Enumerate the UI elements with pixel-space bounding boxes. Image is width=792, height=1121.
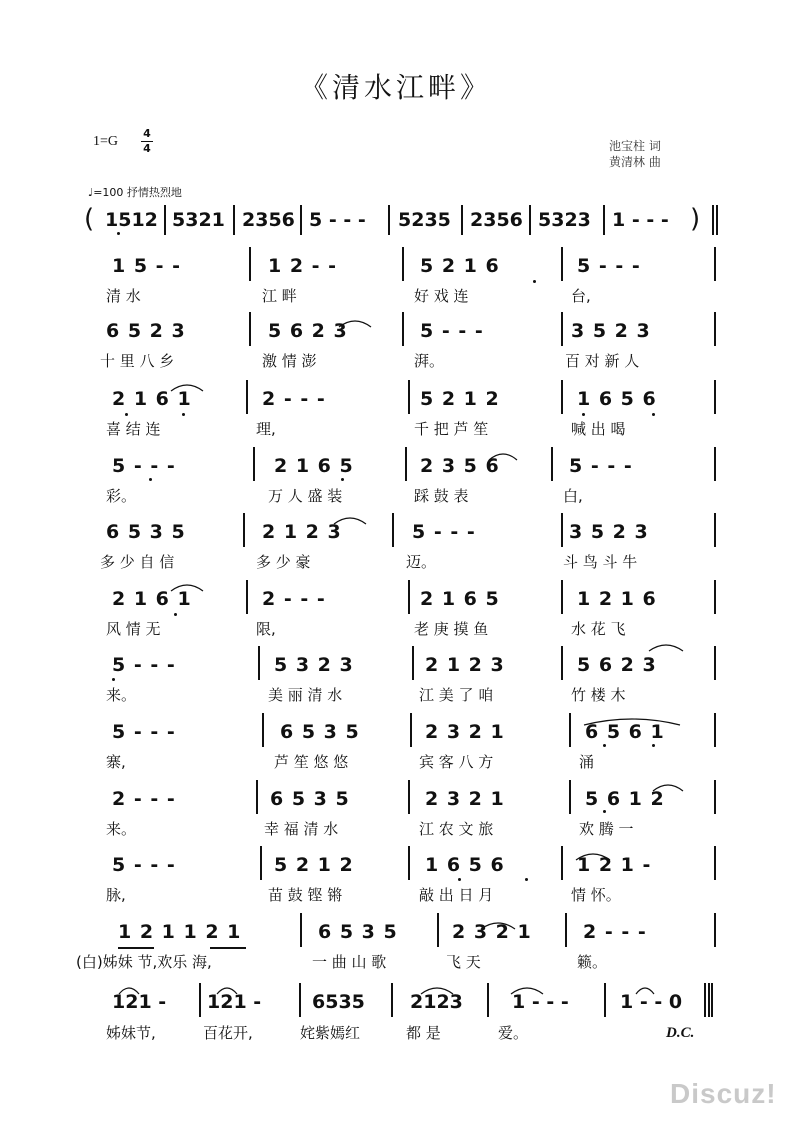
low-octave-dot — [125, 413, 128, 416]
score-measure: 5 6 1 2 — [585, 788, 665, 810]
barline — [300, 205, 302, 235]
score-measure: 2 1 6 5 — [420, 588, 500, 610]
barline — [164, 205, 166, 235]
lyric-line: 十 里 八 乡 — [100, 352, 175, 370]
barline — [711, 983, 713, 1017]
lyric-line: 多 少 豪 — [256, 553, 311, 571]
barline — [299, 983, 301, 1017]
lyric-line: 都 是 — [406, 1024, 441, 1042]
barline — [408, 380, 410, 414]
score-measure: 1 2 1 1 2 1 — [118, 921, 242, 943]
score-measure: 2 3 2 1 — [452, 921, 532, 943]
barline — [603, 205, 605, 235]
intro-measure: 1 - - - — [612, 209, 669, 231]
intro-open-paren: ( — [84, 204, 95, 234]
beam-underline — [210, 947, 246, 949]
lyric-line: 爱。 — [498, 1024, 529, 1042]
barline — [300, 913, 302, 947]
lyric-line: 限, — [256, 620, 276, 638]
score-measure: 2 - - - — [112, 788, 176, 810]
barline — [565, 913, 567, 947]
lyric-line: (白)姊妹 节,欢乐 海, — [76, 953, 212, 971]
barline — [529, 205, 531, 235]
score-measure: 3 5 2 3 — [571, 320, 651, 342]
score-measure: 5 - - - — [569, 455, 633, 477]
low-octave-dot — [652, 413, 655, 416]
page-title: 《清水江畔》 — [299, 71, 492, 104]
barline — [714, 447, 716, 481]
score-measure: 5 2 1 6 — [420, 255, 500, 277]
score-measure: 2 - - - — [262, 588, 326, 610]
score-measure: 2 1 2 3 — [425, 654, 505, 676]
lyric-line: 清 水 — [106, 287, 141, 305]
lyric-line: 姹紫嫣红 — [300, 1024, 361, 1042]
lyric-line: 飞 天 — [446, 953, 481, 971]
dc-marking: D.C. — [666, 1025, 695, 1041]
slur-arc — [575, 851, 611, 861]
barline — [714, 780, 716, 814]
barline — [569, 780, 571, 814]
score-measure: 121 - — [207, 991, 262, 1013]
lyric-line: 彩。 — [106, 487, 137, 505]
barline — [714, 513, 716, 547]
score-measure: 1 - - 0 — [620, 991, 683, 1013]
watermark: Discuz! — [670, 1078, 777, 1109]
lyric-line: 百 对 新 人 — [565, 352, 640, 370]
score-measure: 3 5 2 3 — [569, 521, 649, 543]
lyric-line: 湃。 — [414, 352, 445, 370]
score-measure: 6 5 3 5 — [106, 521, 186, 543]
low-octave-dot — [525, 878, 528, 881]
slur-arc — [170, 582, 204, 592]
lyric-line: 江 畔 — [262, 287, 297, 305]
time-signature-bottom: 4 — [143, 142, 151, 155]
low-octave-dot — [112, 678, 115, 681]
barline — [714, 713, 716, 747]
score-measure: 5 - - - — [420, 320, 484, 342]
slur-arc — [480, 920, 516, 930]
barline — [714, 380, 716, 414]
barline — [604, 983, 606, 1017]
score-measure: 5 - - - — [412, 521, 476, 543]
lyric-line: 苗 鼓 铿 锵 — [268, 886, 343, 904]
barline — [561, 380, 563, 414]
barline — [233, 205, 235, 235]
lyric-line: 万 人 盛 装 — [268, 487, 343, 505]
lyric-line: 脉, — [106, 886, 126, 904]
intro-close-paren: ) — [690, 204, 701, 234]
score-measure: 6 5 3 5 — [318, 921, 398, 943]
barline — [461, 205, 463, 235]
lyric-line: 寨, — [106, 753, 126, 771]
lyric-line: 芦 笙 悠 悠 — [274, 753, 349, 771]
lyric-line: 台, — [571, 287, 591, 305]
slur-arc — [338, 318, 372, 328]
barline — [716, 205, 718, 235]
score-measure: 5 6 2 3 — [577, 654, 657, 676]
slur-arc — [170, 382, 204, 392]
barline — [561, 513, 563, 547]
beam-underline — [118, 947, 154, 949]
lyric-line: 多 少 自 信 — [100, 553, 175, 571]
score-measure: 5 - - - — [112, 455, 176, 477]
slur-arc — [583, 716, 681, 726]
barline — [551, 447, 553, 481]
time-signature-top: 4 — [143, 127, 151, 140]
lyric-line: 籁。 — [577, 953, 608, 971]
barline — [561, 580, 563, 614]
lyric-line: 喊 出 喝 — [571, 420, 626, 438]
barline — [402, 312, 404, 346]
intro-measure: 2356 — [470, 209, 523, 231]
lyric-line: 老 庚 摸 鱼 — [414, 620, 489, 638]
low-octave-dot — [603, 810, 606, 813]
score-measure: 5 2 1 2 — [274, 854, 354, 876]
barline — [708, 983, 710, 1017]
lyric-line: 竹 楼 木 — [571, 686, 626, 704]
lyric-line: 白, — [563, 487, 583, 505]
slur-arc — [652, 782, 684, 792]
score-measure: 2 3 5 6 — [420, 455, 500, 477]
score-measure: 5 - - - — [577, 255, 641, 277]
barline — [712, 205, 714, 235]
low-octave-dot — [582, 413, 585, 416]
score-measure: 2 3 2 1 — [425, 788, 505, 810]
intro-measure: 5323 — [538, 209, 591, 231]
score-measure: 6 5 2 3 — [106, 320, 186, 342]
composer-credit: 黄清林 曲 — [609, 155, 661, 169]
barline — [246, 380, 248, 414]
lyric-line: 激 情 澎 — [262, 352, 317, 370]
barline — [392, 513, 394, 547]
barline — [249, 247, 251, 281]
barline — [714, 846, 716, 880]
score-measure: 1 2 1 - — [577, 854, 652, 876]
score-measure: 2 1 6 1 — [112, 388, 192, 410]
barline — [561, 646, 563, 680]
lyric-line: 斗 鸟 斗 牛 — [563, 553, 638, 571]
barline — [402, 247, 404, 281]
score-measure: 121 - — [112, 991, 167, 1013]
barline — [410, 713, 412, 747]
barline — [256, 780, 258, 814]
score-measure: 6 5 6 1 — [585, 721, 665, 743]
lyric-line: 百花开, — [203, 1024, 253, 1042]
score-measure: 1 5 - - — [112, 255, 182, 277]
barline — [714, 913, 716, 947]
intro-measure: 5235 — [398, 209, 451, 231]
slur-arc — [510, 985, 544, 995]
lyric-line: 欢 腾 一 — [579, 820, 634, 838]
slur-arc — [216, 985, 238, 995]
score-measure: 6 5 3 5 — [280, 721, 360, 743]
barline — [258, 646, 260, 680]
score-measure: 2 - - - — [583, 921, 647, 943]
score-measure: 6535 — [312, 991, 365, 1013]
slur-arc — [648, 642, 684, 652]
key-signature: 1=G — [93, 134, 119, 149]
intro-measure: 2356 — [242, 209, 295, 231]
barline — [199, 983, 201, 1017]
lyric-line: 迈。 — [406, 553, 437, 571]
lyric-line: 好 戏 连 — [414, 287, 469, 305]
score-measure: 2 1 6 5 — [274, 455, 354, 477]
low-octave-dot — [182, 413, 185, 416]
barline — [408, 780, 410, 814]
tempo-marking: ♩=100 抒情热烈地 — [88, 186, 182, 199]
barline — [260, 846, 262, 880]
lyric-line: 涌 — [579, 753, 595, 771]
score-measure: 5 - - - — [112, 721, 176, 743]
score-measure: 1 2 1 6 — [577, 588, 657, 610]
time-signature — [141, 128, 153, 155]
lyric-line: 江 农 文 旅 — [419, 820, 494, 838]
barline — [714, 312, 716, 346]
low-octave-dot — [533, 280, 536, 283]
score-measure: 5 6 2 3 — [268, 320, 348, 342]
barline — [408, 580, 410, 614]
slur-arc — [118, 985, 140, 995]
lyric-line: 幸 福 清 水 — [264, 820, 339, 838]
low-octave-dot — [117, 232, 120, 235]
barline — [246, 580, 248, 614]
low-octave-dot — [603, 744, 606, 747]
barline — [487, 983, 489, 1017]
barline — [561, 312, 563, 346]
lyric-line: 姊妹节, — [106, 1024, 156, 1042]
score-measure: 1 - - - — [512, 991, 569, 1013]
slur-arc — [635, 985, 655, 995]
lyricist-credit: 池宝柱 词 — [609, 139, 661, 153]
barline — [262, 713, 264, 747]
barline — [561, 247, 563, 281]
intro-measure: 1512 — [105, 209, 158, 231]
barline — [405, 447, 407, 481]
score-measure: 6 5 3 5 — [270, 788, 350, 810]
score-measure: 2 1 6 1 — [112, 588, 192, 610]
slur-arc — [420, 985, 454, 995]
barline — [408, 846, 410, 880]
lyric-line: 情 怀。 — [571, 886, 621, 904]
lyric-line: 喜 结 连 — [106, 420, 161, 438]
lyric-line: 理, — [256, 420, 276, 438]
score-measure: 2 3 2 1 — [425, 721, 505, 743]
lyric-line: 水 花 飞 — [571, 620, 626, 638]
lyric-line: 宾 客 八 方 — [419, 753, 494, 771]
slur-arc — [488, 451, 518, 461]
barline — [704, 983, 706, 1017]
score-measure: 5 - - - — [112, 854, 176, 876]
score-measure: 1 6 5 6 — [425, 854, 505, 876]
low-octave-dot — [174, 613, 177, 616]
score-measure: 5 2 1 2 — [420, 388, 500, 410]
lyric-line: 来。 — [106, 820, 137, 838]
score-measure: 2 1 2 3 — [262, 521, 342, 543]
barline — [714, 646, 716, 680]
barline — [243, 513, 245, 547]
barline — [714, 580, 716, 614]
barline — [391, 983, 393, 1017]
barline — [437, 913, 439, 947]
score-measure: 5 3 2 3 — [274, 654, 354, 676]
barline — [714, 247, 716, 281]
low-octave-dot — [149, 478, 152, 481]
barline — [249, 312, 251, 346]
barline — [561, 846, 563, 880]
lyric-line: 踩 鼓 表 — [414, 487, 469, 505]
lyric-line: 千 把 芦 笙 — [414, 420, 489, 438]
barline — [388, 205, 390, 235]
low-octave-dot — [652, 744, 655, 747]
intro-measure: 5 - - - — [309, 209, 366, 231]
lyric-line: 江 美 了 咱 — [419, 686, 494, 704]
score-measure: 1 2 - - — [268, 255, 338, 277]
low-octave-dot — [341, 478, 344, 481]
score-measure: 5 - - - — [112, 654, 176, 676]
lyric-line: 一 曲 山 歌 — [312, 953, 387, 971]
lyric-line: 来。 — [106, 686, 137, 704]
slur-arc — [333, 515, 367, 525]
intro-measure: 5321 — [172, 209, 225, 231]
score-measure: 2 - - - — [262, 388, 326, 410]
barline — [569, 713, 571, 747]
score-measure: 2123 — [410, 991, 463, 1013]
lyric-line: 风 情 无 — [106, 620, 161, 638]
low-octave-dot — [458, 878, 461, 881]
lyric-line: 美 丽 清 水 — [268, 686, 343, 704]
score-measure: 1 6 5 6 — [577, 388, 657, 410]
barline — [412, 646, 414, 680]
lyric-line: 敲 出 日 月 — [419, 886, 494, 904]
barline — [253, 447, 255, 481]
